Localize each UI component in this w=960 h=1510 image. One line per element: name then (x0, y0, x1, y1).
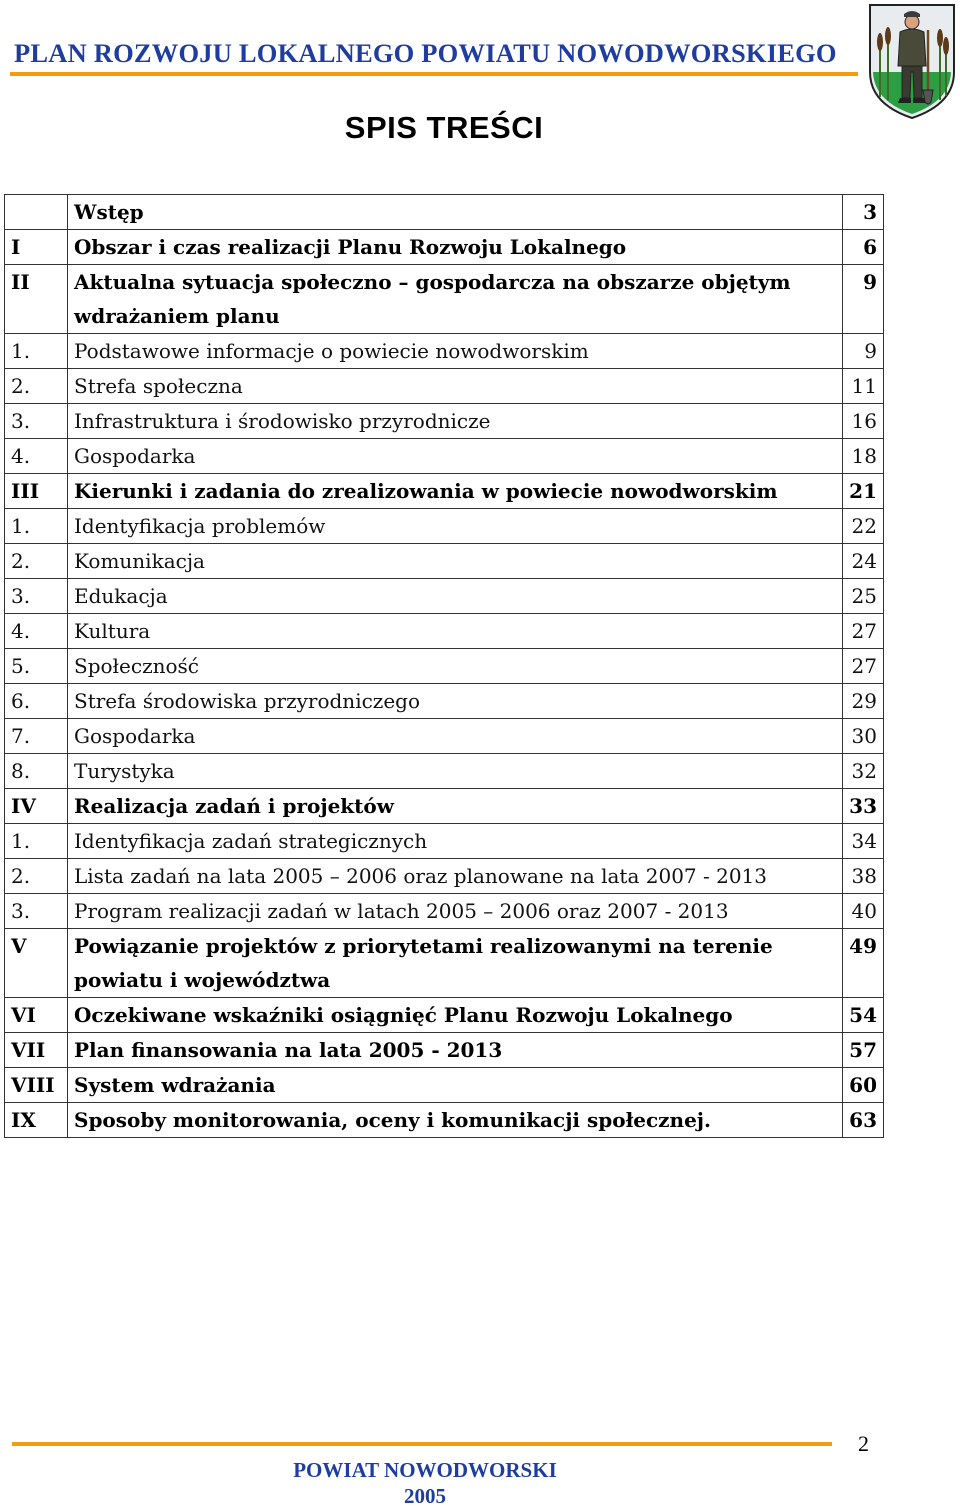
toc-entry-number: I (5, 230, 68, 265)
toc-entry-title: Strefa społeczna (68, 369, 843, 404)
toc-entry-title: Turystyka (68, 754, 843, 789)
toc-entry-title: Plan finansowania na lata 2005 - 2013 (68, 1033, 843, 1068)
toc-row[interactable] (5, 894, 884, 929)
toc-entry-title: Kultura (68, 614, 843, 649)
toc-entry-number: 2. (5, 544, 68, 579)
toc-entry-number: VI (5, 998, 68, 1033)
coat-of-arms-icon (866, 2, 958, 120)
toc-entry-title: Gospodarka (68, 439, 843, 474)
toc-entry-title: Infrastruktura i środowisko przyrodnicze (68, 404, 843, 439)
toc-entry-page: 27 (843, 649, 884, 684)
toc-entry-page: 49 (843, 929, 884, 998)
toc-row[interactable] (5, 998, 884, 1033)
toc-entry-number: 1. (5, 509, 68, 544)
toc-row[interactable] (5, 509, 884, 544)
toc-entry-page: 27 (843, 614, 884, 649)
toc-row[interactable] (5, 439, 884, 474)
toc-row[interactable] (5, 404, 884, 439)
toc-entry-title: Podstawowe informacje o powiecie nowodworskim (68, 334, 843, 369)
toc-row[interactable] (5, 1068, 884, 1103)
toc-row[interactable] (5, 754, 884, 789)
toc-entry-page: 29 (843, 684, 884, 719)
toc-entry-page: 21 (843, 474, 884, 509)
toc-row[interactable] (5, 719, 884, 754)
toc-entry-page: 54 (843, 998, 884, 1033)
toc-entry-number: 5. (5, 649, 68, 684)
toc-entry-page: 11 (843, 369, 884, 404)
toc-entry-number: 4. (5, 614, 68, 649)
toc-entry-page: 40 (843, 894, 884, 929)
toc-row[interactable] (5, 1033, 884, 1068)
toc-entry-title: Komunikacja (68, 544, 843, 579)
toc-row[interactable] (5, 334, 884, 369)
footer-year: 2005 (404, 1484, 446, 1508)
toc-entry-page: 34 (843, 824, 884, 859)
toc-entry-title: Aktualna sytuacja społeczno – gospodarcza na obszarze objętym wdrażaniem planu (68, 265, 843, 334)
toc-entry-number: 7. (5, 719, 68, 754)
toc-entry-title: Identyfikacja zadań strategicznych (68, 824, 843, 859)
toc-row[interactable] (5, 579, 884, 614)
toc-entry-title: Gospodarka (68, 719, 843, 754)
toc-entry-page: 57 (843, 1033, 884, 1068)
toc-row[interactable] (5, 649, 884, 684)
toc-table (4, 194, 884, 1138)
toc-entry-page: 25 (843, 579, 884, 614)
toc-row[interactable] (5, 195, 884, 230)
header-rule (10, 72, 858, 76)
toc-entry-number: II (5, 265, 68, 334)
toc-entry-page: 33 (843, 789, 884, 824)
toc-row[interactable] (5, 544, 884, 579)
toc-entry-page: 63 (843, 1103, 884, 1138)
toc-entry-number: 1. (5, 824, 68, 859)
toc-entry-page: 22 (843, 509, 884, 544)
footer-rule (12, 1442, 832, 1446)
toc-row[interactable] (5, 265, 884, 334)
toc-entry-page: 6 (843, 230, 884, 265)
header-title: PLAN ROZWOJU LOKALNEGO POWIATU NOWODWORSKIEGO (14, 38, 837, 68)
toc-entry-title: Oczekiwane wskaźniki osiągnięć Planu Rozwoju Lokalnego (68, 998, 843, 1033)
toc-entry-title: Powiązanie projektów z priorytetami realizowanymi na terenie powiatu i województwa (68, 929, 843, 998)
page-number: 2 (858, 1431, 869, 1456)
toc-entry-number: VII (5, 1033, 68, 1068)
toc-entry-number: V (5, 929, 68, 998)
toc-entry-title: Edukacja (68, 579, 843, 614)
toc-entry-number: IV (5, 789, 68, 824)
toc-entry-page: 30 (843, 719, 884, 754)
toc-entry-page: 32 (843, 754, 884, 789)
toc-entry-page: 38 (843, 859, 884, 894)
toc-entry-number: 3. (5, 404, 68, 439)
toc-entry-number: 3. (5, 579, 68, 614)
toc-entry-number: 2. (5, 859, 68, 894)
footer-name: POWIAT NOWODWORSKI (293, 1458, 557, 1482)
toc-entry-title: Realizacja zadań i projektów (68, 789, 843, 824)
toc-entry-page: 18 (843, 439, 884, 474)
toc-row[interactable] (5, 789, 884, 824)
toc-entry-page: 24 (843, 544, 884, 579)
toc-row[interactable] (5, 929, 884, 998)
toc-entry-title: Sposoby monitorowania, oceny i komunikacji społecznej. (68, 1103, 843, 1138)
toc-entry-title: Społeczność (68, 649, 843, 684)
toc-entry-title: Strefa środowiska przyrodniczego (68, 684, 843, 719)
toc-entry-number: 3. (5, 894, 68, 929)
page-title: SPIS TREŚCI (344, 110, 544, 145)
toc-row[interactable] (5, 230, 884, 265)
toc-row[interactable] (5, 859, 884, 894)
toc-row[interactable] (5, 684, 884, 719)
toc-entry-page: 9 (843, 334, 884, 369)
toc-row[interactable] (5, 1103, 884, 1138)
toc-entry-page: 16 (843, 404, 884, 439)
toc-entry-title: Lista zadań na lata 2005 – 2006 oraz planowane na lata 2007 - 2013 (68, 859, 843, 894)
toc-entry-page: 3 (843, 195, 884, 230)
toc-entry-number: 1. (5, 334, 68, 369)
toc-entry-title: Identyfikacja problemów (68, 509, 843, 544)
toc-row[interactable] (5, 474, 884, 509)
toc-entry-number: VIII (5, 1068, 68, 1103)
toc-entry-number: 8. (5, 754, 68, 789)
toc-entry-title: Kierunki i zadania do zrealizowania w powiecie nowodworskim (68, 474, 843, 509)
toc-row[interactable] (5, 614, 884, 649)
toc-entry-page: 60 (843, 1068, 884, 1103)
toc-entry-number (5, 195, 68, 230)
toc-entry-number: III (5, 474, 68, 509)
toc-entry-title: Program realizacji zadań w latach 2005 – 2006 oraz 2007 - 2013 (68, 894, 843, 929)
toc-entry-title: Obszar i czas realizacji Planu Rozwoju Lokalnego (68, 230, 843, 265)
toc-entry-number: 4. (5, 439, 68, 474)
toc-entry-page: 9 (843, 265, 884, 334)
toc-row[interactable] (5, 369, 884, 404)
toc-row[interactable] (5, 824, 884, 859)
toc-entry-number: 6. (5, 684, 68, 719)
toc-entry-number: 2. (5, 369, 68, 404)
toc-entry-title: System wdrażania (68, 1068, 843, 1103)
toc-entry-number: IX (5, 1103, 68, 1138)
toc-entry-title: Wstęp (68, 195, 843, 230)
